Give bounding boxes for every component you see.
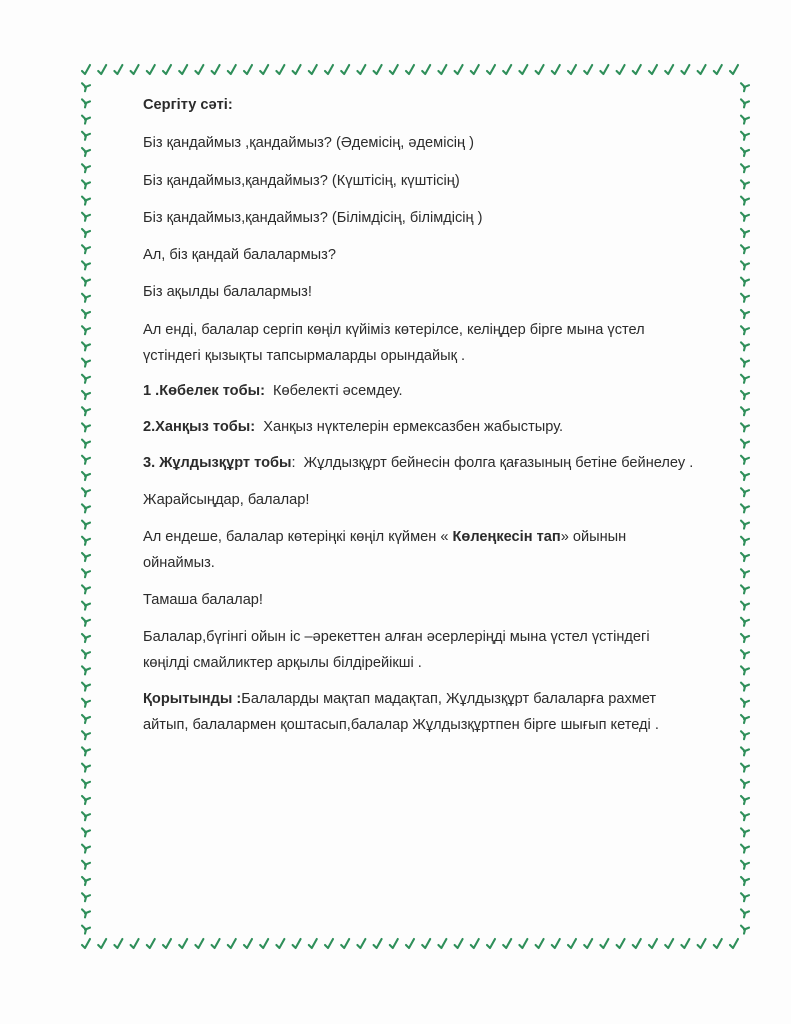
border-tick bbox=[741, 456, 749, 464]
border-tick bbox=[293, 65, 301, 74]
border-tick bbox=[422, 939, 430, 948]
border-tick bbox=[82, 278, 90, 286]
border-tick bbox=[82, 148, 90, 156]
border-tick bbox=[617, 65, 625, 74]
border-tick bbox=[741, 197, 749, 205]
border-tick bbox=[568, 65, 576, 74]
border-tick bbox=[600, 65, 608, 74]
border-tick bbox=[82, 939, 90, 948]
border-tick bbox=[82, 342, 90, 350]
border-tick bbox=[82, 229, 90, 237]
border-tick bbox=[82, 699, 90, 707]
border-tick bbox=[131, 65, 139, 74]
game-name: Көлеңкесін тап bbox=[452, 529, 561, 545]
border-tick bbox=[82, 456, 90, 464]
paragraph-1: Біз қандаймыз ,қандаймыз? (Әдемісің, әдемісің ) bbox=[143, 135, 474, 151]
border-tick bbox=[487, 65, 495, 74]
border-tick bbox=[633, 65, 641, 74]
border-tick bbox=[195, 65, 203, 74]
border-tick bbox=[357, 65, 365, 74]
border-tick bbox=[741, 83, 749, 91]
border-tick bbox=[741, 423, 749, 431]
border-tick bbox=[82, 764, 90, 772]
border-tick bbox=[741, 391, 749, 399]
border-tick bbox=[741, 116, 749, 124]
border-tick bbox=[741, 488, 749, 496]
paragraph-4: Ал, біз қандай балалармыз? bbox=[143, 247, 336, 263]
paragraph-8-line-2: ойнаймыз. bbox=[143, 555, 215, 571]
border-tick bbox=[325, 939, 333, 948]
border-tick bbox=[82, 65, 90, 74]
border-tick bbox=[82, 423, 90, 431]
paragraph-10-line-2: көңілді смайликтер арқылы білдірейікші . bbox=[143, 655, 422, 671]
border-tick bbox=[552, 939, 560, 948]
paragraph-6-line-1: Ал енді, балалар сергіп көңіл күйіміз көтерілсе, келіңдер бірге мына үстел bbox=[143, 322, 645, 338]
border-tick bbox=[98, 939, 106, 948]
border-tick bbox=[741, 213, 749, 221]
border-tick bbox=[698, 65, 706, 74]
border-tick bbox=[741, 132, 749, 140]
group-1-text: Көбелекті әсемдеу. bbox=[264, 383, 403, 399]
group-2-label: 2.Ханқыз тобы: bbox=[143, 419, 256, 435]
border-tick bbox=[179, 65, 187, 74]
border-tick bbox=[741, 164, 749, 172]
border-tick bbox=[665, 939, 673, 948]
border-tick bbox=[741, 310, 749, 318]
border-tick bbox=[82, 83, 90, 91]
paragraph-5: Біз ақылды балалармыз! bbox=[143, 284, 312, 300]
border-tick bbox=[82, 488, 90, 496]
group-3-item bbox=[143, 450, 723, 476]
border-tick bbox=[82, 618, 90, 626]
border-tick bbox=[741, 359, 749, 367]
paragraph-3: Біз қандаймыз,қандаймыз? (Білімдісің, білімдісің ) bbox=[143, 210, 483, 226]
border-tick bbox=[741, 407, 749, 415]
border-tick bbox=[82, 877, 90, 885]
border-tick bbox=[741, 553, 749, 561]
border-tick bbox=[487, 939, 495, 948]
border-tick bbox=[163, 65, 171, 74]
border-tick bbox=[741, 440, 749, 448]
border-tick bbox=[82, 359, 90, 367]
border-tick bbox=[82, 537, 90, 545]
border-tick bbox=[741, 796, 749, 804]
border-tick bbox=[114, 939, 122, 948]
border-tick bbox=[293, 939, 301, 948]
border-tick bbox=[741, 99, 749, 107]
border-tick bbox=[519, 939, 527, 948]
border-tick bbox=[741, 537, 749, 545]
border-tick bbox=[741, 731, 749, 739]
border-tick bbox=[357, 939, 365, 948]
border-tick bbox=[82, 326, 90, 334]
border-tick bbox=[82, 602, 90, 610]
border-tick bbox=[82, 310, 90, 318]
border-tick bbox=[681, 939, 689, 948]
border-tick bbox=[341, 65, 349, 74]
border-tick bbox=[147, 65, 155, 74]
border-tick bbox=[309, 939, 317, 948]
border-tick bbox=[82, 569, 90, 577]
border-tick bbox=[617, 939, 625, 948]
border-tick bbox=[82, 294, 90, 302]
border-tick bbox=[82, 893, 90, 901]
border-tick bbox=[741, 472, 749, 480]
border-tick bbox=[212, 939, 220, 948]
border-tick bbox=[309, 65, 317, 74]
border-tick bbox=[82, 845, 90, 853]
border-tick bbox=[82, 504, 90, 512]
border-tick bbox=[82, 812, 90, 820]
border-tick bbox=[741, 180, 749, 188]
border-tick bbox=[519, 65, 527, 74]
border-tick bbox=[741, 602, 749, 610]
border-tick bbox=[741, 747, 749, 755]
border-tick bbox=[741, 294, 749, 302]
border-tick bbox=[536, 939, 544, 948]
conclusion-line-2: айтып, балалармен қоштасып,балалар Жұлдызқұртпен бірге шығып кетеді . bbox=[143, 717, 659, 733]
border-tick bbox=[730, 939, 738, 948]
border-tick bbox=[260, 939, 268, 948]
border-tick bbox=[741, 650, 749, 658]
border-tick bbox=[82, 796, 90, 804]
border-tick bbox=[212, 65, 220, 74]
border-tick bbox=[438, 65, 446, 74]
border-tick bbox=[741, 909, 749, 917]
border-tick bbox=[82, 375, 90, 383]
border-tick bbox=[741, 828, 749, 836]
border-tick bbox=[244, 939, 252, 948]
section-title: Сергіту сәті: bbox=[143, 97, 233, 113]
border-tick bbox=[741, 326, 749, 334]
border-tick bbox=[82, 99, 90, 107]
border-tick bbox=[730, 65, 738, 74]
paragraph-8-before: Ал ендеше, балалар көтеріңкі көңіл күймен « bbox=[143, 529, 453, 545]
border-tick bbox=[406, 65, 414, 74]
border-tick bbox=[422, 65, 430, 74]
border-tick bbox=[147, 939, 155, 948]
paragraph-7: Жарайсыңдар, балалар! bbox=[143, 492, 310, 508]
border-tick bbox=[82, 861, 90, 869]
border-tick bbox=[741, 926, 749, 934]
group-1-label: 1 .Көбелек тобы: bbox=[143, 383, 265, 399]
border-tick bbox=[681, 65, 689, 74]
border-tick bbox=[741, 780, 749, 788]
border-tick bbox=[741, 699, 749, 707]
border-tick bbox=[82, 245, 90, 253]
border-tick bbox=[82, 521, 90, 529]
border-tick bbox=[82, 407, 90, 415]
border-tick bbox=[82, 909, 90, 917]
border-tick bbox=[82, 731, 90, 739]
border-tick bbox=[741, 861, 749, 869]
paragraph-2: Біз қандаймыз,қандаймыз? (Күштісің, күштісің) bbox=[143, 173, 460, 189]
border-tick bbox=[82, 634, 90, 642]
border-tick bbox=[82, 683, 90, 691]
border-tick bbox=[390, 65, 398, 74]
border-tick bbox=[341, 939, 349, 948]
group-3-label: 3. Жұлдызқұрт тобы bbox=[143, 455, 292, 471]
border-tick bbox=[714, 65, 722, 74]
border-tick bbox=[374, 939, 382, 948]
border-tick bbox=[741, 585, 749, 593]
border-tick bbox=[195, 939, 203, 948]
border-tick bbox=[244, 65, 252, 74]
border-tick bbox=[741, 618, 749, 626]
border-tick bbox=[649, 939, 657, 948]
paragraph-8-after: » ойынын bbox=[560, 529, 627, 545]
border-tick bbox=[503, 65, 511, 74]
group-3-text: : Жұлдызқұрт бейнесін фолга қағазының бетіне бейнелеу . bbox=[291, 455, 694, 471]
border-tick bbox=[741, 245, 749, 253]
border-tick bbox=[406, 939, 414, 948]
border-tick bbox=[741, 764, 749, 772]
border-tick bbox=[584, 65, 592, 74]
border-tick bbox=[455, 939, 463, 948]
border-tick bbox=[665, 65, 673, 74]
border-tick bbox=[82, 180, 90, 188]
border-tick bbox=[82, 585, 90, 593]
border-tick bbox=[741, 342, 749, 350]
border-tick bbox=[698, 939, 706, 948]
border-tick bbox=[82, 197, 90, 205]
border-tick bbox=[536, 65, 544, 74]
border-tick bbox=[552, 65, 560, 74]
border-tick bbox=[714, 939, 722, 948]
border-tick bbox=[741, 634, 749, 642]
border-tick bbox=[131, 939, 139, 948]
border-tick bbox=[260, 65, 268, 74]
border-tick bbox=[741, 569, 749, 577]
border-tick bbox=[114, 65, 122, 74]
border-tick bbox=[741, 845, 749, 853]
border-tick bbox=[568, 939, 576, 948]
border-tick bbox=[741, 229, 749, 237]
border-tick bbox=[374, 65, 382, 74]
border-tick bbox=[163, 939, 171, 948]
document-body bbox=[143, 92, 723, 738]
border-tick bbox=[82, 213, 90, 221]
border-tick bbox=[82, 164, 90, 172]
border-tick bbox=[82, 715, 90, 723]
border-tick bbox=[82, 650, 90, 658]
border-tick bbox=[276, 939, 284, 948]
conclusion-label: Қорытынды : bbox=[143, 691, 242, 707]
border-tick bbox=[741, 278, 749, 286]
border-tick bbox=[82, 747, 90, 755]
border-tick bbox=[741, 375, 749, 383]
border-tick bbox=[741, 683, 749, 691]
border-tick bbox=[741, 504, 749, 512]
border-tick bbox=[228, 939, 236, 948]
border-tick bbox=[82, 472, 90, 480]
group-2-item bbox=[143, 414, 723, 440]
border-tick bbox=[82, 391, 90, 399]
border-tick bbox=[455, 65, 463, 74]
paragraph-9: Тамаша балалар! bbox=[143, 592, 263, 608]
border-tick bbox=[741, 148, 749, 156]
border-tick bbox=[471, 65, 479, 74]
border-tick bbox=[82, 666, 90, 674]
border-tick bbox=[633, 939, 641, 948]
border-tick bbox=[741, 812, 749, 820]
border-tick bbox=[228, 65, 236, 74]
border-tick bbox=[82, 116, 90, 124]
border-tick bbox=[82, 440, 90, 448]
border-tick bbox=[741, 715, 749, 723]
border-tick bbox=[741, 261, 749, 269]
border-tick bbox=[741, 666, 749, 674]
border-tick bbox=[741, 521, 749, 529]
border-tick bbox=[82, 261, 90, 269]
paragraph-8-line-1 bbox=[143, 524, 723, 550]
paragraph-10-line-1: Балалар,бүгінгі ойын іс –әрекеттен алған әсерлеріңді мына үстел үстіндегі bbox=[143, 629, 650, 645]
paragraph-6-line-2: үстіндегі қызықты тапсырмаларды орындайық . bbox=[143, 348, 466, 364]
border-tick bbox=[741, 893, 749, 901]
conclusion-line-1 bbox=[143, 686, 723, 712]
border-tick bbox=[82, 553, 90, 561]
group-2-text: Ханқыз нүктелерін ермексазбен жабыстыру. bbox=[255, 419, 564, 435]
border-tick bbox=[390, 939, 398, 948]
border-tick bbox=[82, 828, 90, 836]
border-tick bbox=[82, 926, 90, 934]
border-tick bbox=[179, 939, 187, 948]
border-tick bbox=[741, 877, 749, 885]
border-tick bbox=[325, 65, 333, 74]
border-tick bbox=[82, 780, 90, 788]
group-1-item bbox=[143, 378, 723, 404]
border-tick bbox=[584, 939, 592, 948]
conclusion-text-1: Балаларды мақтап мадақтап, Жұлдызқұрт балаларға рахмет bbox=[241, 691, 657, 707]
border-tick bbox=[276, 65, 284, 74]
border-tick bbox=[98, 65, 106, 74]
border-tick bbox=[82, 132, 90, 140]
border-tick bbox=[503, 939, 511, 948]
border-tick bbox=[600, 939, 608, 948]
border-tick bbox=[438, 939, 446, 948]
border-tick bbox=[471, 939, 479, 948]
border-tick bbox=[649, 65, 657, 74]
